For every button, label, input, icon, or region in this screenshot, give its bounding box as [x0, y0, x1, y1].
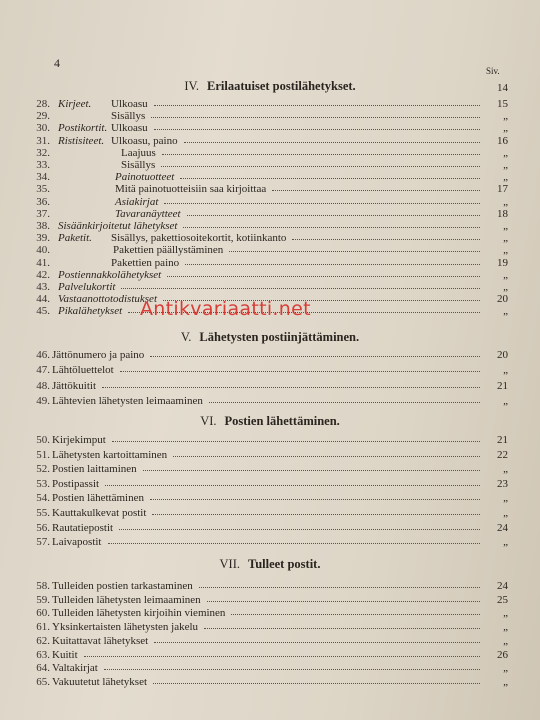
section-heading-vi	[0, 414, 540, 429]
dot-leader	[102, 387, 480, 388]
toc-page-ref: 20	[497, 293, 508, 306]
toc-entry-number: 54.	[36, 492, 50, 505]
toc-page-ref: 20	[497, 349, 508, 361]
dot-leader	[112, 441, 480, 442]
toc-entry-number: 38.	[36, 220, 50, 232]
toc-entry-title: Pakettien päällystäminen	[113, 244, 224, 257]
toc-entry-number: 64.	[36, 662, 50, 675]
section-numeral: VI.	[200, 414, 217, 428]
toc-page-ref: „	[503, 507, 508, 519]
toc-entry-number: 53.	[36, 477, 50, 490]
toc-page-ref: „	[503, 364, 508, 377]
section-heading-v	[0, 330, 540, 345]
toc-entry-title: Lähetysten kartoittaminen	[52, 448, 168, 461]
toc-entry-title: Postiennakkolähetykset	[58, 268, 162, 281]
toc-entry	[30, 171, 508, 184]
toc-entry	[30, 232, 508, 245]
section-title-text: Lähetysten postiinjättäminen.	[199, 330, 360, 344]
toc-page-ref: „	[503, 305, 508, 318]
dot-leader	[152, 514, 480, 515]
toc-entry-title: Sisällys	[111, 110, 146, 123]
dot-leader	[272, 190, 480, 191]
toc-category-label: Ristisiteet.	[58, 134, 105, 147]
toc-entry-number: 65.	[36, 675, 50, 688]
toc-entry	[30, 492, 508, 505]
dot-leader	[180, 178, 480, 179]
toc-entry-number: 31.	[36, 134, 50, 147]
toc-entry-number: 33.	[36, 159, 50, 171]
dot-leader	[120, 371, 480, 372]
toc-entry	[30, 635, 508, 648]
watermark-text: Antikvariaatti.net	[140, 298, 311, 320]
section-heading-vii	[0, 557, 540, 572]
section-numeral: VII.	[219, 557, 240, 571]
toc-entry-number: 51.	[36, 448, 50, 461]
toc-entry-number: 43.	[36, 281, 50, 293]
toc-page-ref: „	[503, 171, 508, 184]
toc-entry-number: 36.	[36, 195, 50, 208]
dot-leader	[154, 105, 480, 106]
dot-leader	[209, 402, 480, 403]
toc-entry-title: Mitä painotuotteisiin saa kirjoittaa	[115, 183, 267, 196]
toc-entry-title: Kuitit	[52, 648, 78, 661]
section-first-page-row	[30, 82, 508, 95]
toc-entry	[30, 147, 508, 160]
toc-entry-title: Kirjekimput	[52, 434, 106, 446]
toc-entry	[30, 110, 508, 123]
toc-page-ref: „	[503, 492, 508, 505]
page-column-label: Siv.	[486, 66, 500, 76]
toc-entry-title: Tavaranäytteet	[115, 207, 181, 220]
toc-entry-number: 32.	[36, 146, 50, 159]
toc-entry	[30, 449, 508, 462]
toc-entry-number: 29.	[36, 110, 50, 123]
toc-page-ref: 24	[497, 580, 508, 592]
toc-page-ref: „	[503, 268, 508, 281]
dot-leader	[150, 356, 480, 357]
dot-leader	[121, 288, 480, 289]
toc-page-ref: 17	[497, 183, 508, 196]
toc-entry-number: 58.	[36, 580, 50, 592]
toc-page-ref: „	[503, 195, 508, 208]
toc-entry-number: 39.	[36, 232, 50, 245]
toc-entry-title: Valtakirjat	[52, 662, 98, 675]
toc-entry-title: Vastaanottotodistukset	[58, 293, 157, 306]
section-title-text: Tulleet postit.	[248, 557, 321, 571]
toc-page-ref: „	[503, 110, 508, 123]
toc-entry-number: 57.	[36, 536, 50, 549]
dot-leader	[231, 614, 480, 615]
toc-page-ref: 19	[497, 256, 508, 269]
dot-leader	[84, 656, 480, 657]
toc-entry-number: 45.	[36, 305, 50, 318]
toc-page-ref: 26	[497, 648, 508, 661]
toc-entry-number: 46.	[36, 349, 50, 361]
dot-leader	[105, 485, 480, 486]
toc-page-ref: „	[503, 220, 508, 232]
dot-leader	[150, 499, 480, 500]
toc-entry	[30, 220, 508, 233]
toc-entry	[30, 98, 508, 111]
toc-entry	[30, 364, 508, 377]
toc-page-ref: 15	[497, 98, 508, 110]
toc-entry-number: 41.	[36, 256, 50, 269]
toc-entry-title: Tulleiden lähetysten leimaaminen	[52, 593, 201, 606]
toc-entry-number: 63.	[36, 648, 50, 661]
toc-category-label: Paketit.	[58, 232, 92, 245]
toc-entry-title: Sisällys, pakettiosoitekortit, kotiinkanto	[111, 232, 287, 245]
toc-entry-title: Pakettien paino	[111, 256, 180, 269]
toc-page-ref: „	[503, 244, 508, 257]
toc-entry-title: Yksinkertaisten lähetysten jakelu	[52, 621, 199, 634]
toc-page-ref: „	[503, 281, 508, 293]
toc-entry-number: 44.	[36, 293, 50, 306]
toc-page-ref: 18	[497, 207, 508, 220]
toc-entry	[30, 380, 508, 393]
toc-entry-number: 59.	[36, 593, 50, 606]
section-numeral: V.	[180, 330, 192, 344]
toc-entry	[30, 536, 508, 549]
dot-leader	[119, 529, 480, 530]
toc-entry	[30, 122, 508, 135]
toc-entry-title: Palvelukortit	[58, 281, 116, 293]
toc-entry-title: Painotuotteet	[115, 171, 175, 184]
dot-leader	[184, 142, 480, 143]
toc-entry-number: 37.	[36, 207, 50, 220]
toc-entry-title: Asiakirjat	[115, 195, 159, 208]
toc-page-ref: „	[503, 394, 508, 407]
toc-entry-number: 35.	[36, 183, 50, 196]
toc-entry-number: 56.	[36, 521, 50, 534]
toc-entry	[30, 208, 508, 221]
toc-entry	[30, 395, 508, 408]
dot-leader	[104, 669, 480, 670]
toc-entry	[30, 478, 508, 491]
page-number: 4	[54, 56, 60, 70]
dot-leader	[162, 154, 480, 155]
toc-page-ref: „	[503, 536, 508, 549]
toc-entry	[30, 281, 508, 294]
toc-entry-number: 49.	[36, 394, 50, 407]
toc-entry	[30, 507, 508, 520]
toc-entry-title: Tulleiden lähetysten kirjoihin vieminen	[52, 607, 226, 620]
toc-category-label: Postikortit.	[58, 122, 108, 135]
toc-entry-title: Laajuus	[121, 146, 156, 159]
toc-entry	[30, 649, 508, 662]
dot-leader	[108, 543, 480, 544]
toc-entry-title: Ulkoasu, paino	[111, 134, 178, 147]
toc-page-ref: 21	[497, 379, 508, 392]
toc-entry-title: Ulkoasu	[111, 98, 148, 110]
section-numeral: IV.	[184, 79, 200, 93]
toc-page-ref: 25	[497, 593, 508, 606]
toc-entry-number: 42.	[36, 268, 50, 281]
toc-entry-number: 50.	[36, 434, 50, 446]
toc-entry-number: 48.	[36, 379, 50, 392]
toc-entry	[30, 463, 508, 476]
toc-entry	[30, 522, 508, 535]
toc-entry	[30, 159, 508, 172]
toc-entry-title: Postipassit	[52, 477, 100, 490]
toc-entry-title: Jättökuitit	[52, 379, 96, 392]
toc-page-ref: „	[503, 463, 508, 476]
toc-entry	[30, 676, 508, 689]
dot-leader	[154, 129, 480, 130]
toc-entry-title: Kauttakulkevat postit	[52, 507, 147, 519]
toc-entry	[30, 257, 508, 270]
toc-entry-number: 47.	[36, 364, 50, 377]
toc-entry-title: Ulkoasu	[111, 122, 148, 135]
toc-page-ref: „	[503, 159, 508, 171]
toc-page-ref: 14	[497, 82, 508, 94]
dot-leader	[154, 642, 480, 643]
toc-entry	[30, 580, 508, 593]
toc-entry	[30, 662, 508, 675]
toc-entry-title: Sisällys	[121, 159, 156, 171]
dot-leader	[292, 239, 480, 240]
toc-page-ref: 23	[497, 477, 508, 490]
dot-leader	[167, 276, 480, 277]
toc-page-ref: 22	[497, 448, 508, 461]
toc-entry-number: 62.	[36, 634, 50, 647]
toc-page-ref: „	[503, 621, 508, 634]
toc-entry-number: 28.	[36, 98, 50, 110]
dot-leader	[183, 227, 480, 228]
dot-leader	[161, 166, 480, 167]
toc-entry-title: Vakuutetut lähetykset	[52, 675, 148, 688]
toc-entry-number: 55.	[36, 507, 50, 519]
section-title-text: Postien lähettäminen.	[224, 414, 340, 428]
dot-leader	[164, 203, 480, 204]
dot-leader	[187, 215, 480, 216]
toc-page-ref: „	[503, 232, 508, 245]
toc-page-ref: 21	[497, 434, 508, 446]
toc-page-ref: „	[503, 675, 508, 688]
toc-entry-title: Pikalähetykset	[58, 305, 123, 318]
toc-entry	[30, 183, 508, 196]
toc-entry	[30, 621, 508, 634]
toc-page-ref: „	[503, 634, 508, 647]
toc-entry	[30, 349, 508, 362]
toc-entry-title: Lähtöluettelot	[52, 364, 114, 377]
toc-entry-number: 60.	[36, 607, 50, 620]
toc-entry-title: Tulleiden postien tarkastaminen	[52, 580, 193, 592]
dot-leader	[229, 251, 480, 252]
toc-entry-title: Postien lähettäminen	[52, 492, 144, 505]
toc-page-ref: „	[503, 146, 508, 159]
toc-entry	[30, 434, 508, 447]
toc-entry-number: 34.	[36, 171, 50, 184]
toc-entry-title: Lähtevien lähetysten leimaaminen	[52, 394, 203, 407]
toc-entry-title: Kuitattavat lähetykset	[52, 634, 149, 647]
toc-page-ref: „	[503, 122, 508, 135]
dot-leader	[199, 587, 480, 588]
toc-entry-title: Sisäänkirjoitetut lähetykset	[58, 220, 178, 232]
toc-page-ref: „	[503, 607, 508, 620]
dot-leader	[151, 117, 480, 118]
toc-entry-number: 52.	[36, 463, 50, 476]
dot-leader	[173, 456, 480, 457]
toc-entry	[30, 594, 508, 607]
toc-entry	[30, 269, 508, 282]
toc-page-ref: „	[503, 662, 508, 675]
section-title-text: Erilaatuiset postilähetykset.	[207, 79, 356, 93]
toc-entry-number: 30.	[36, 122, 50, 135]
toc-entry-title: Postien laittaminen	[52, 463, 137, 476]
toc-entry-title: Jättönumero ja paino	[52, 349, 145, 361]
dot-leader	[153, 683, 480, 684]
dot-leader	[207, 601, 480, 602]
toc-entry-title: Laivapostit	[52, 536, 102, 549]
toc-page-ref: 16	[497, 134, 508, 147]
toc-page-ref: 24	[497, 521, 508, 534]
toc-entry-title: Rautatiepostit	[52, 521, 114, 534]
dot-leader	[143, 470, 480, 471]
toc-category-label: Kirjeet.	[58, 98, 92, 110]
dot-leader	[204, 628, 480, 629]
toc-entry	[30, 244, 508, 257]
toc-entry	[30, 607, 508, 620]
dot-leader	[185, 264, 480, 265]
toc-entry	[30, 135, 508, 148]
toc-entry	[30, 196, 508, 209]
toc-entry-number: 40.	[36, 244, 50, 257]
toc-entry-number: 61.	[36, 621, 50, 634]
